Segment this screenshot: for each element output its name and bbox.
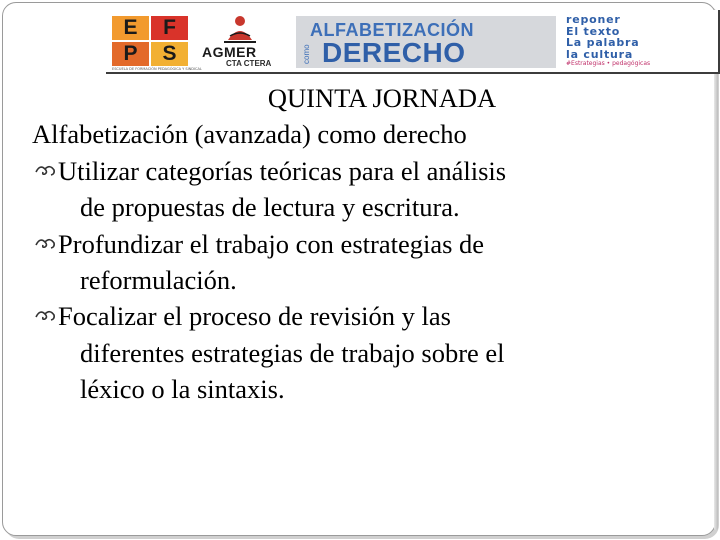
agmer-logo xyxy=(196,14,284,68)
reponer-line: El texto xyxy=(566,24,621,38)
efps-letter-p: P xyxy=(112,42,149,66)
alfa-title: ALFABETIZACIÓN xyxy=(310,20,474,40)
reponer-footer: #Estrategias • pedagógicas xyxy=(566,60,651,67)
agmer-sub: CTA CTERA xyxy=(226,59,272,68)
swirl-bullet-icon xyxy=(34,307,56,325)
header-banner xyxy=(106,10,720,74)
efps-letter-e: E xyxy=(112,16,149,40)
bullet-item xyxy=(32,298,696,407)
agmer-name: AGMER xyxy=(202,44,257,60)
bullet-line: reformulación. xyxy=(80,265,237,296)
reponer-line: La palabra xyxy=(566,36,640,49)
slide-title: QUINTA JORNADA xyxy=(267,83,497,113)
bullet-line: léxico o la sintaxis. xyxy=(80,374,285,405)
bullet-line: de propuestas de lectura y escritura. xyxy=(80,192,460,223)
bullet-item xyxy=(32,226,696,299)
swirl-bullet-icon xyxy=(34,235,56,253)
slide-edge-shadow xyxy=(714,20,718,530)
reponer-logo xyxy=(566,14,686,70)
bullet-line: Focalizar el proceso de revisión y las xyxy=(58,301,451,332)
agmer-emblem-icon xyxy=(220,14,260,44)
alfa-derecho: DERECHO xyxy=(322,37,466,68)
alfabetizacion-logo xyxy=(296,16,556,68)
efps-letter-s: S xyxy=(151,42,188,66)
bullet-line: Utilizar categorías teóricas para el análisis xyxy=(58,155,507,186)
slide-content xyxy=(32,80,696,408)
swirl-bullet-icon xyxy=(34,162,56,180)
bullet-line: diferentes estrategias de trabajo sobre el xyxy=(80,337,505,368)
reponer-line: reponer xyxy=(566,13,621,26)
reponer-line: la cultura xyxy=(566,47,634,61)
efps-logo xyxy=(112,16,188,66)
bullet-item xyxy=(32,153,696,226)
bullet-line: Profundizar el trabajo con estrategias de xyxy=(58,228,485,259)
efps-letter-f: F xyxy=(151,16,188,40)
slide-subtitle: Alfabetización (avanzada) como derecho xyxy=(32,119,467,150)
efps-caption: ESCUELA DE FORMACIÓN PEDAGÓGICA Y SINDICAL xyxy=(112,67,202,71)
alfa-como: como xyxy=(302,44,311,64)
